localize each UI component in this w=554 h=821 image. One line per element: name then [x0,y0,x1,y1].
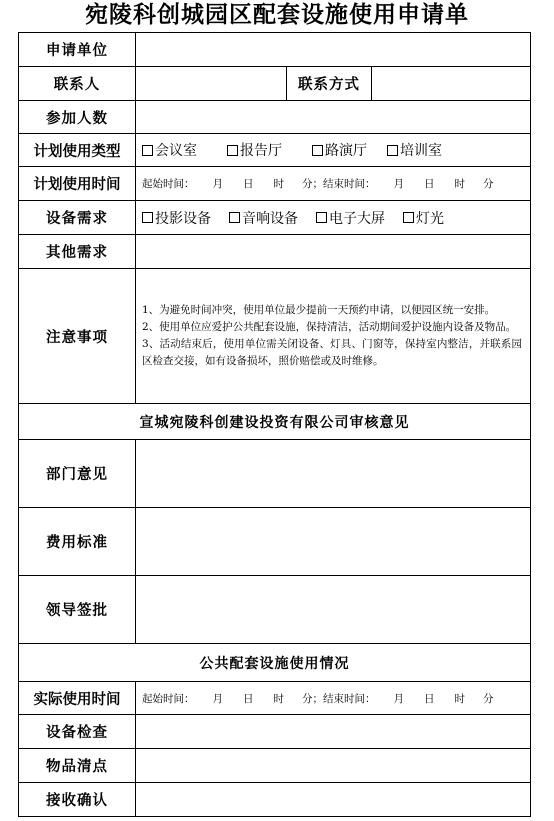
checkbox-icon[interactable] [316,212,327,223]
option-label: 培训室 [400,143,442,159]
month-label: 月 [212,692,223,705]
row-dept-opinion [19,440,531,508]
plan-type-option[interactable] [227,140,282,160]
month-label: 月 [393,692,404,705]
leader-approval-label: 领导签批 [19,576,136,644]
item-count-field[interactable] [136,749,531,783]
usage-section-heading: 公共配套设施使用情况 [19,644,531,682]
end-time-label: 分；结束时间： [302,692,376,705]
equipment-check-field[interactable] [136,715,531,749]
checkbox-icon[interactable] [142,145,153,156]
applicant-unit-field[interactable] [136,33,531,67]
plan-type-option[interactable] [312,140,367,160]
equipment-options [136,201,531,235]
equipment-check-label: 设备检查 [19,715,136,749]
row-plan-time [19,167,531,201]
hour-label: 时 [273,178,284,190]
equipment-option[interactable] [316,208,385,228]
row-attendees [19,101,531,134]
row-leader-approval [19,576,531,644]
end-time-label: 分；结束时间： [302,178,376,190]
row-other-needs [19,235,531,269]
attendees-field[interactable] [136,101,531,134]
option-label: 会议室 [155,143,197,159]
dept-opinion-label: 部门意见 [19,440,136,508]
other-needs-field[interactable] [136,235,531,269]
hour-label: 时 [273,692,284,705]
checkbox-icon[interactable] [387,145,398,156]
note-item: 3、活动结束后，使用单位需关闭设备、灯具、门窗等，保持室内整洁，并联系园区检查交接，如有设备损坏，照价赔偿或及时维修。 [142,338,523,367]
row-actual-time [19,682,531,715]
application-form [18,32,531,817]
leader-approval-field[interactable] [136,576,531,644]
checkbox-icon[interactable] [142,212,153,223]
option-label: 投影设备 [155,210,211,227]
equipment-option[interactable] [142,208,211,228]
option-label: 路演厅 [325,143,367,159]
minute-label: 分 [483,692,494,705]
contact-person-label: 联系人 [19,67,136,101]
minute-label: 分 [483,178,494,190]
item-count-label: 物品清点 [19,749,136,783]
checkbox-icon[interactable] [403,212,414,223]
row-usage-section [19,644,531,682]
option-label: 报告厅 [240,143,282,159]
attendees-label: 参加人数 [19,101,136,134]
actual-time-label: 实际使用时间 [19,682,136,715]
plan-time-field[interactable] [136,167,531,201]
contact-method-label: 联系方式 [287,67,372,101]
start-time-label: 起始时间： [142,178,195,190]
row-applicant-unit [19,33,531,67]
plan-type-label: 计划使用类型 [19,134,136,167]
other-needs-label: 其他需求 [19,235,136,269]
row-receipt-confirm [19,783,531,817]
equipment-option[interactable] [403,208,444,228]
contact-method-field[interactable] [372,67,531,101]
plan-time-label: 计划使用时间 [19,167,136,201]
fee-standard-field[interactable] [136,508,531,576]
form-title: 宛陵科创城园区配套设施使用申请单 [85,1,469,28]
dept-opinion-field[interactable] [136,440,531,508]
checkbox-icon[interactable] [227,145,238,156]
row-item-count [19,749,531,783]
review-section-heading: 宣城宛陵科创建设投资有限公司审核意见 [19,404,531,440]
hour-label: 时 [454,692,465,705]
day-label: 日 [243,178,254,190]
option-label: 音响设备 [242,210,298,227]
option-label: 灯光 [416,210,444,227]
month-label: 月 [393,178,404,190]
note-item: 1、为避免时间冲突，使用单位最少提前一天预约申请，以便园区统一安排。 [142,304,496,316]
row-contact [19,67,531,101]
fee-standard-label: 费用标准 [19,508,136,576]
row-fee-standard [19,508,531,576]
note-item: 2、使用单位应爱护公共配套设施，保持清洁，活动期间爱护设施内设备及物品。 [142,321,517,333]
applicant-unit-label: 申请单位 [19,33,136,67]
row-equipment-check [19,715,531,749]
checkbox-icon[interactable] [312,145,323,156]
hour-label: 时 [454,178,465,190]
day-label: 日 [424,178,435,190]
notes-label: 注意事项 [19,269,136,404]
plan-type-option[interactable] [142,140,197,160]
equipment-label: 设备需求 [19,201,136,235]
day-label: 日 [243,692,254,705]
receipt-confirm-label: 接收确认 [19,783,136,817]
notes-content [136,269,531,404]
plan-type-options [136,134,531,167]
row-notes [19,269,531,404]
checkbox-icon[interactable] [229,212,240,223]
actual-time-field[interactable] [136,682,531,715]
receipt-confirm-field[interactable] [136,783,531,817]
row-review-section [19,404,531,440]
option-label: 电子大屏 [329,210,385,227]
day-label: 日 [424,692,435,705]
month-label: 月 [212,178,223,190]
plan-type-option[interactable] [387,140,442,160]
row-plan-type [19,134,531,167]
contact-person-field[interactable] [136,67,287,101]
equipment-option[interactable] [229,208,298,228]
row-equipment [19,201,531,235]
start-time-label: 起始时间： [142,692,195,705]
